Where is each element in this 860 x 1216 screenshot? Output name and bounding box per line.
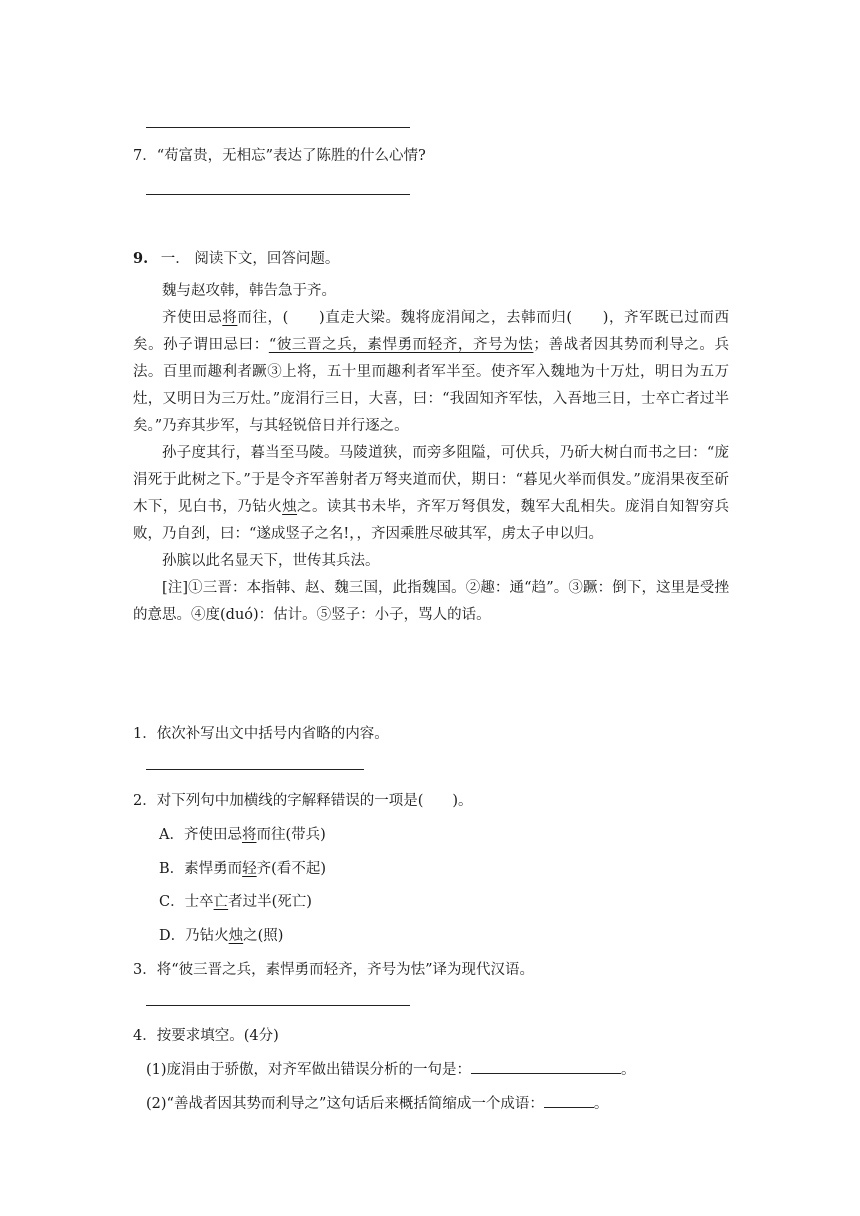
underlined-char-zhu: 烛 bbox=[282, 499, 298, 515]
answer-line-sub1 bbox=[146, 769, 364, 770]
sub-question-1: 1．依次补写出文中括号内省略的内容。 bbox=[133, 726, 389, 742]
sub-question-4-1: (1)庞涓由于骄傲，对齐军做出错误分析的一句是： 。 bbox=[146, 1058, 636, 1079]
question-9-heading bbox=[133, 247, 339, 268]
blank-4-2[interactable] bbox=[544, 1093, 594, 1108]
question-9-number: 9. bbox=[133, 250, 149, 267]
blank-4-1[interactable] bbox=[471, 1059, 621, 1074]
sub-question-4-2: (2)“善战者因其势而利导之”这句话后来概括简缩成一个成语： 。 bbox=[146, 1092, 608, 1113]
answer-line-q7 bbox=[146, 194, 410, 195]
option-d[interactable]: D．乃钻火烛之(照) bbox=[159, 928, 284, 944]
passage bbox=[133, 278, 729, 629]
option-a[interactable]: A．齐使田忌将而往(带兵) bbox=[159, 827, 326, 843]
passage-p1: 魏与赵攻韩，韩告急于齐。 bbox=[162, 283, 336, 299]
passage-p3: 孙子度其行，暮当至马陵。马陵道狭，而旁多阻隘，可伏兵，乃斫大树白而书之曰：“庞涓死于此树之下。”于是令齐军善射者万弩夹道而伏，期日：“暮见火举而俱发。”庞涓果夜至斫木下，见白书，乃钻火烛之。读其书未毕，齐军万弩俱发，魏军大乱相失。庞涓自知智穷兵败，乃自刭，曰：“遂成竖子之名!，，齐因乘胜尽破其军，虏太子申以归。 bbox=[133, 445, 730, 542]
option-c[interactable]: C．士卒亡者过半(死亡) bbox=[159, 894, 312, 910]
answer-line-q6 bbox=[146, 127, 410, 128]
passage-p2: 齐使田忌将而往，( )直走大梁。魏将庞涓闻之，去韩而归( )，齐军既已过而西矣。孙子谓田忌曰：“彼三晋之兵，素悍勇而轻齐，齐号为怯；善战者因其势而利导之。兵法。百里而趣利者蹶③上将，五十里而趣利者军半至。使齐军入魏地为十万灶，明日为五万灶，又明日为三万灶。”庞涓行三日，大喜，曰：“我固知齐军怯，入吾地三日，士卒亡者过半矣。”乃弃其步军，与其轻锐倍日并行逐之。 bbox=[133, 310, 730, 434]
passage-note: [注]①三晋：本指韩、赵、魏三国，此指魏国。②趣：通“趋”。③蹶：倒下，这里是受挫的意思。④度(duó)：估计。⑤竖子：小子，骂人的话。 bbox=[133, 580, 729, 623]
sub-question-4: 4．按要求填空。(4分) bbox=[133, 1028, 279, 1044]
underlined-sentence: “彼三晋之兵，素悍勇而轻齐，齐号为怯 bbox=[268, 337, 534, 353]
underlined-char-jiang: 将 bbox=[222, 310, 238, 326]
answer-line-sub3 bbox=[146, 1005, 410, 1006]
option-b[interactable]: B．素悍勇而轻齐(看不起) bbox=[159, 861, 326, 877]
sub-question-2: 2．对下列句中加横线的字解释错误的一项是( )。 bbox=[133, 793, 473, 809]
sub-question-3: 3．将“彼三晋之兵，素悍勇而轻齐，齐号为怯”译为现代汉语。 bbox=[133, 962, 535, 978]
question-9-title: 一． 阅读下文，回答问题。 bbox=[160, 251, 340, 267]
passage-p4: 孙膑以此名显天下，世传其兵法。 bbox=[162, 553, 380, 569]
question-7: 7．“苟富贵，无相忘”表达了陈胜的什么心情? bbox=[133, 148, 426, 164]
